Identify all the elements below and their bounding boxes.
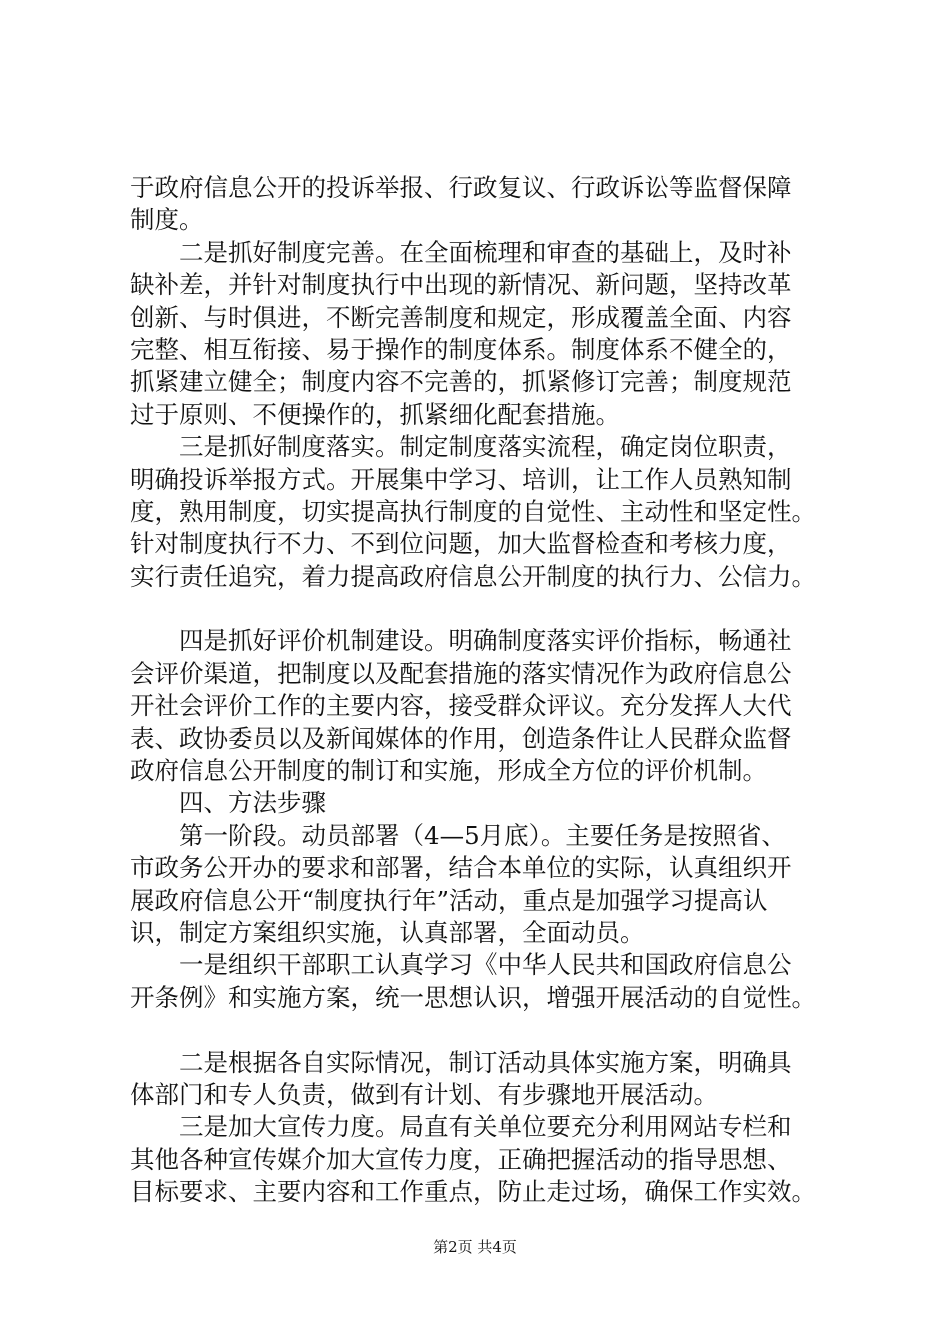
section-heading: 四、方法步骤 [179,788,326,818]
paragraph-start-line: 三是抓好制度落实。制定制度落实流程，确定岗位职责， [179,432,792,462]
text-line: 抓紧建立健全；制度内容不完善的，抓紧修订完善；制度规范 [130,367,792,397]
paragraph-start-line: 四是抓好评价机制建设。明确制度落实评价指标，畅通社 [179,626,792,656]
text-line: 开社会评价工作的主要内容，接受群众评议。充分发挥人大代 [130,691,792,721]
paragraph-start-line: 二是抓好制度完善。在全面梳理和审查的基础上，及时补 [179,237,792,267]
text-line: 会评价渠道，把制度以及配套措施的落实情况作为政府信息公 [130,658,792,688]
text-line: 制度。 [130,205,204,235]
text-line: 目标要求、主要内容和工作重点，防止走过场，确保工作实效。 [130,1177,816,1207]
text-line: 政府信息公开制度的制订和实施，形成全方位的评价机制。 [130,756,767,786]
paragraph-gap [130,593,830,625]
text-line: 其他各种宣传媒介加大宣传力度，正确把握活动的指导思想、 [130,1144,792,1174]
text-line: 完整、相互衔接、易于操作的制度体系。制度体系不健全的， [130,334,792,364]
document-body [130,172,830,1209]
text-line: 创新、与时俱进，不断完善制度和规定，形成覆盖全面、内容 [130,302,792,332]
paragraph-gap [130,1014,830,1046]
text-line: 过于原则、不便操作的，抓紧细化配套措施。 [130,399,620,429]
paragraph-start-line: 一是组织干部职工认真学习《中华人民共和国政府信息公 [179,950,792,980]
text-line: 识，制定方案组织实施，认真部署，全面动员。 [130,917,645,947]
text-line: 缺补差，并针对制度执行中出现的新情况、新问题，坚持改革 [130,270,792,300]
text-line: 明确投诉举报方式。开展集中学习、培训，让工作人员熟知制 [130,464,792,494]
text-line: 展政府信息公开“制度执行年”活动，重点是加强学习提高认 [130,885,768,915]
paragraph-start-line: 三是加大宣传力度。局直有关单位要充分利用网站专栏和 [179,1112,792,1142]
text-line: 市政务公开办的要求和部署，结合本单位的实际，认真组织开 [130,853,792,883]
page-number-footer: 第2页 共4页 [433,1238,517,1256]
paragraph-start-line: 二是根据各自实际情况，制订活动具体实施方案，明确具 [179,1047,792,1077]
text-line: 体部门和专人负责，做到有计划、有步骤地开展活动。 [130,1079,718,1109]
text-line: 针对制度执行不力、不到位问题，加大监督检查和考核力度， [130,529,792,559]
text-line: 表、政协委员以及新闻媒体的作用，创造条件让人民群众监督 [130,723,792,753]
paragraph-start-line: 第一阶段。动员部署（4—5月底）。主要任务是按照省、 [179,820,786,850]
text-line: 于政府信息公开的投诉举报、行政复议、行政诉讼等监督保障 [130,173,792,202]
text-line: 开条例》和实施方案，统一思想认识，增强开展活动的自觉性。 [130,982,816,1012]
text-line: 实行责任追究，着力提高政府信息公开制度的执行力、公信力。 [130,561,816,591]
text-line: 度，熟用制度，切实提高执行制度的自觉性、主动性和坚定性。 [130,496,816,526]
